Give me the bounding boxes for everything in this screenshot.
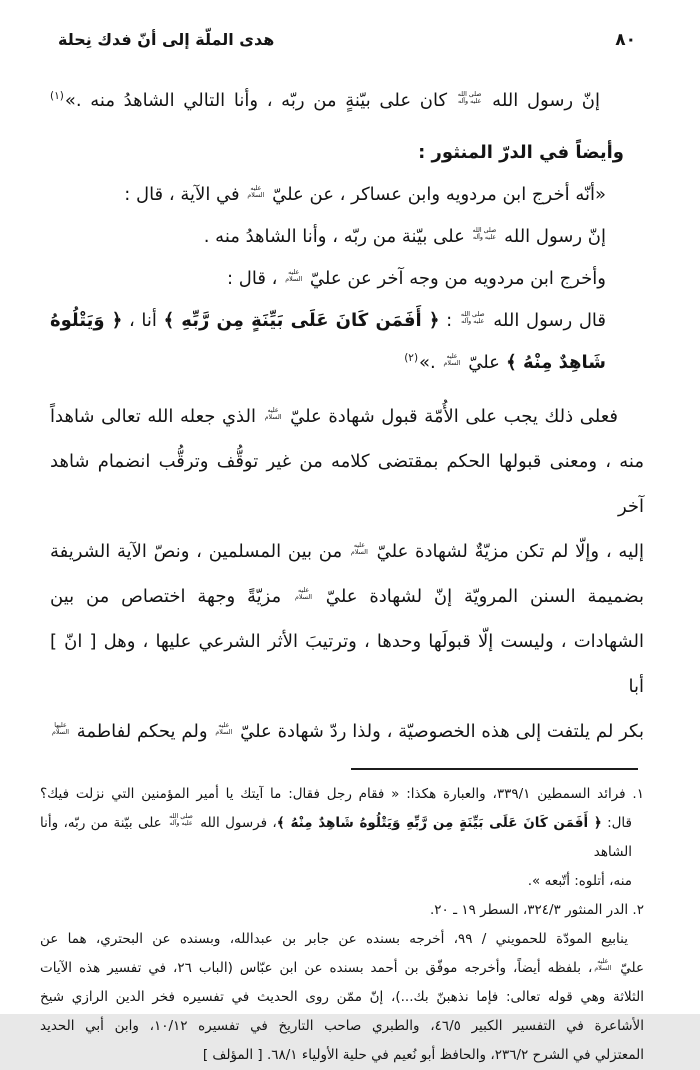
footnotes-block [40, 780, 644, 1070]
body-line-3: إليه ، وإلّا لم تكن مزيّةٌ لشهادة عليّ عليه السلام من بين المسلمين ، ونصّ الآية الشريفة [50, 541, 644, 562]
footnote-1-line-1: ١. فرائد السمطين ٣٣٩/١، والعبارة هكذا: « فقام رجل فقال: ما آيتك يا أمير المؤمنين التي نزلت فيك؟ [40, 786, 644, 802]
page-content [0, 50, 700, 1070]
honorific-as-symbol: عليه السلام [295, 587, 312, 601]
quote-verse-line-2: شَاهِدٌ مِنْهُ ﴾ عليّ عليه السلام .»$^{(٢)}$ [404, 352, 606, 373]
page-number: ٨٠ [615, 30, 636, 50]
body-line-4: بضميمة السنن المرويّة إنّ لشهادة عليّ عليه السلام مزيّةً وجهة اختصاص من بين [50, 586, 644, 607]
footnote-marker: (١) [50, 90, 64, 102]
footnote-2-line-3: عليّ عليه السلام ، بلفظه أيضاً، وأخرجه موفّق بن أحمد بسنده عن ابن عبّاس (الباب ٢٦، في تفسير هذه الآيات [40, 958, 645, 976]
footnote-2-line-5: الأشاعرة في التفسير الكبير ٤٦/٥، والطبري صاحب التاريخ في تفسيره ١٠/١٢، وابن أبي الحديد [40, 1018, 644, 1034]
honorific-saw-symbol: صلى الله عليه وآله [169, 813, 193, 827]
page-header [0, 0, 700, 50]
quote-line-1: «أنّه أخرج ابن مردويه وابن عساكر ، عن عليّ عليه السلام في الآية ، قال : [124, 184, 606, 205]
body-line-1: فعلى ذلك يجب على الأُمّة قبول شهادة عليّ عليه السلام الذي جعله الله تعالى شاهداً [50, 406, 618, 427]
footnote-marker: (٢) [404, 352, 419, 364]
honorific-as-symbol: عليه السلام [594, 958, 612, 972]
body-line-5: الشهادات ، وليست إلّا قبولَها وحدها ، وترتيبَ الأثر الشرعي عليها ، وهل [ انّ ] أبا [50, 631, 644, 697]
honorific-saw-symbol: صلى الله عليه وآله [460, 311, 485, 325]
quote-line-3: وأخرج ابن مردويه من وجه آخر عن عليّ عليه السلام ، قال : [227, 268, 606, 289]
footnote-1-line-2: قال: ﴿ أَفَمَن كَانَ عَلَى بَيِّنَةٍ مِن رَّبِّهِ وَيَتْلُوهُ شَاهِدٌ مِنْهُ ﴾، فرسول الله صلى الله عليه وآله على بيّنة من ربّه، وأنا الشاهد [40, 813, 632, 860]
footnote-2-line-4: الثلاثة وهي قوله تعالى: فإما نذهبنّ بك...)، إنّ ممّن روى الحديث في تفسيره فخر الدين الرازي شيخ [40, 989, 644, 1005]
honorific-saw-symbol: صلى الله عليه وآله [457, 91, 482, 105]
body-line-2: منه ، ومعنى قبولها الحكم بمقتضى كلامه من غير توقُّف وترقُّب انضمام شاهد آخر [50, 451, 644, 517]
quote-line-2: إنّ رسول الله صلى الله عليه وآله على بيّنة من ربّه ، وأنا الشاهدُ منه . [203, 226, 606, 247]
honorific-has-symbol: عليها السلام [52, 722, 69, 736]
honorific-as-symbol: عليه السلام [285, 269, 303, 283]
honorific-saw-symbol: صلى الله عليه وآله [472, 227, 497, 241]
body-text [50, 80, 644, 754]
running-head-title: هدى الملّة إلى أنّ فدك نِحلة [58, 30, 275, 49]
quote-continuation-line: إنّ رسول الله صلى الله عليه وآله كان على بيّنةٍ من ربّه ، وأنا التالي الشاهدُ منه .»$^{(١)}$ [50, 90, 600, 111]
footnote-2-line-1: ٢. الدر المنثور ٣٢٤/٣، السطر ١٩ ـ ٢٠. [429, 902, 644, 918]
footnote-2-line-6: المعتزلي في الشرح ٢٣٦/٢، والحافظ أبو نُعيم في حلية الأولياء ٦٨/١. [ المؤلف ] [202, 1047, 644, 1063]
honorific-as-symbol: عليه السلام [247, 185, 265, 199]
footnote-separator [351, 768, 638, 770]
honorific-as-symbol: عليه السلام [350, 542, 368, 556]
section-lead-line: وأيضاً في الدرّ المنثور : [418, 142, 624, 163]
honorific-as-symbol: عليه السلام [215, 722, 233, 736]
footnote-2-line-2: ينابيع المودّة للحمويني / ٩٩، أخرجه بسنده عن جابر بن عبدالله، وبسنده عن البحتري، هما عن [40, 931, 629, 947]
honorific-as-symbol: عليه السلام [443, 353, 461, 367]
quote-verse-line-1: قال رسول الله صلى الله عليه وآله : ﴿ أَفَمَن كَانَ عَلَى بَيِّنَةٍ مِن رَّبِّهِ ﴾ أنا ، ﴿ وَيَتْلُوهُ [50, 310, 606, 331]
honorific-as-symbol: عليه السلام [264, 407, 282, 421]
body-line-6: بكر لم يلتفت إلى هذه الخصوصيّة ، ولذا ردّ شهادة عليّ عليه السلام ولم يحكم لفاطمة عليها السلام [52, 721, 644, 742]
footnote-1-line-3: منه، أتلوه: أتّبعه ». [527, 873, 632, 889]
